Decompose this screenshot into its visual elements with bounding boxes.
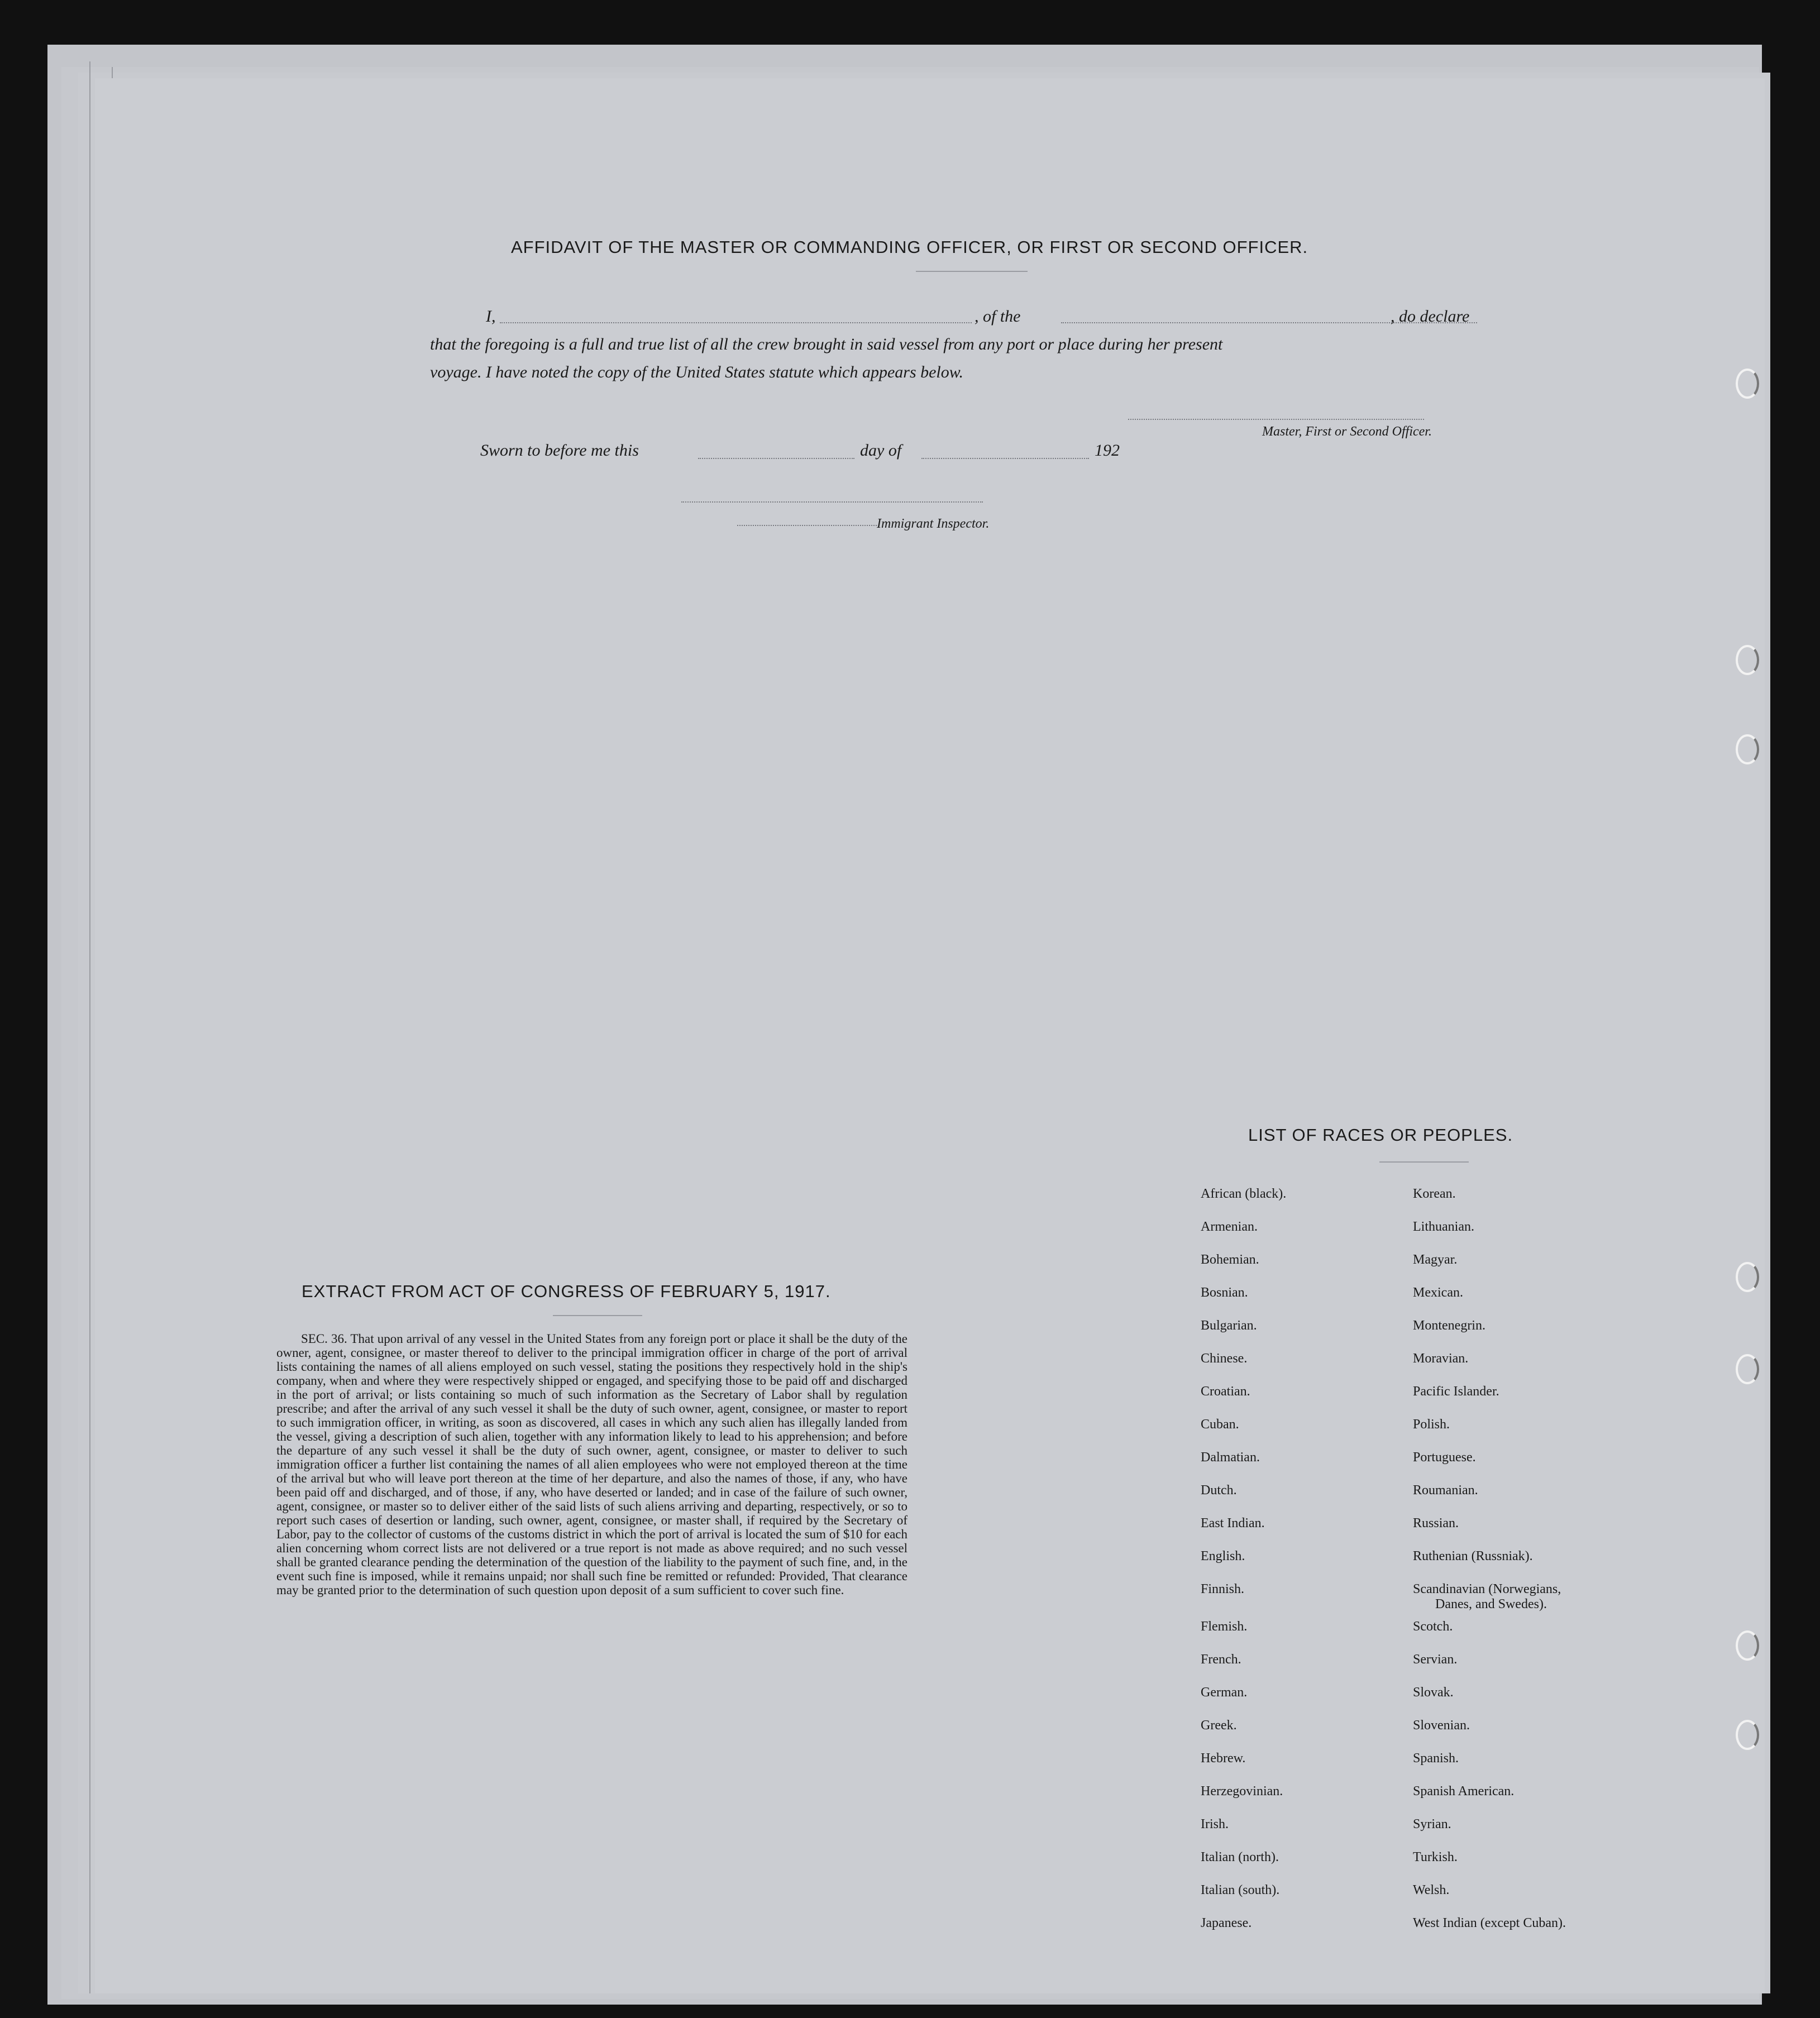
race-item: Korean. <box>1413 1187 1456 1201</box>
race-item: Irish. <box>1201 1817 1229 1831</box>
race-item: Magyar. <box>1413 1252 1458 1267</box>
race-item: Spanish. <box>1413 1751 1459 1766</box>
race-item: Mexican. <box>1413 1285 1463 1300</box>
race-item: Scotch. <box>1413 1619 1453 1634</box>
of-the-label: , of the <box>975 307 1021 326</box>
race-item: Syrian. <box>1413 1817 1451 1831</box>
punch-hole <box>1736 1354 1759 1384</box>
race-item: Slovak. <box>1413 1685 1454 1700</box>
punch-hole <box>1736 1720 1759 1750</box>
race-item: African (black). <box>1201 1187 1287 1201</box>
race-item: Italian (north). <box>1201 1850 1279 1864</box>
race-item: East Indian. <box>1201 1516 1265 1531</box>
race-item: Portuguese. <box>1413 1450 1476 1465</box>
extract-text: SEC. 36. That upon arrival of any vessel in the United States from any foreign port or place it shall be the duty of the owner, agent, consignee, or master thereof to deliver to the principal immigration officer in charge of the port of arrival lists containing the names of all aliens employed on such vessel, stating the positions they respectively hold in the ship's company, when and where they were respectively shipped or engaged, and specifying those to be paid off and discharged in the port of arrival; or lists containing so much of such information as the Secretary of Labor shall by regulation prescribe; and after the arrival of any such vessel it shall be the duty of such owner, agent, consignee, or master to report to such immigration officer, in writing, as soon as discovered, all cases in which any such alien has illegally landed from the vessel, giving a description of such alien, together with any information likely to lead to his apprehension; and before the departure of any such vessel it shall be the duty of such owner, agent, consignee, or master to deliver to such immigration officer a further list containing the names of all alien employees who were not employed thereon at the time of the arrival but who will leave port thereon at the time of her departure, and also the names of those, if any, who have been paid off and discharged, and of those, if any, who have deserted or landed; and in case of the failure of such owner, agent, consignee, or master so to deliver either of the said lists of such aliens arriving and departing, respectively, or so to report such cases of desertion or landing, such owner, agent, consignee, or master shall, if required by the Secretary of Labor, pay to the collector of customs of the customs district in which the port of arrival is located the sum of $10 for each alien concerning whom correct lists are not delivered or a true report is not made as above required; and no such vessel shall be granted clearance pending the determination of the question of the liability to the payment of such fine, and, in the event such fine is imposed, while it remains unpaid; nor shall such fine be remitted or refunded: Provided, That clearance may be granted prior to the determination of such question upon deposit of a sum sufficient to cover such fine. <box>276 1332 907 1597</box>
master-label: Master, First or Second Officer. <box>1262 424 1432 439</box>
month-field[interactable] <box>921 458 1089 459</box>
race-item: Bohemian. <box>1201 1252 1259 1267</box>
i-label: I, <box>486 307 496 326</box>
race-item: Roumanian. <box>1413 1483 1478 1498</box>
divider <box>916 271 1028 272</box>
inspector-signature-field[interactable] <box>681 501 983 503</box>
sworn-label: Sworn to before me this <box>480 441 639 460</box>
affidavit-line-2: that the foregoing is a full and true list of all the crew brought in said vessel from any port or place during her present <box>430 335 1223 353</box>
punch-hole <box>1736 1262 1759 1292</box>
race-item: Russian. <box>1413 1516 1459 1531</box>
race-item: English. <box>1201 1549 1245 1563</box>
race-item: Bosnian. <box>1201 1285 1248 1300</box>
punch-hole <box>1736 1630 1759 1661</box>
race-item: Scandinavian (Norwegians, <box>1413 1582 1561 1596</box>
race-item: Italian (south). <box>1201 1883 1280 1897</box>
race-item: Herzegovinian. <box>1201 1784 1283 1799</box>
race-item: Turkish. <box>1413 1850 1458 1864</box>
affidavit-title: AFFIDAVIT OF THE MASTER OR COMMANDING OFFICER, OR FIRST OR SECOND OFFICER. <box>511 237 1308 257</box>
punch-hole <box>1736 369 1759 399</box>
race-item: Servian. <box>1413 1652 1458 1667</box>
race-item: Moravian. <box>1413 1351 1469 1366</box>
races-title: LIST OF RACES OR PEOPLES. <box>1248 1125 1513 1145</box>
race-item: Flemish. <box>1201 1619 1248 1634</box>
extract-title: EXTRACT FROM ACT OF CONGRESS OF FEBRUARY 5, 1917. <box>302 1281 831 1301</box>
punch-hole <box>1736 645 1759 675</box>
race-item: Finnish. <box>1201 1582 1245 1596</box>
race-item: Dalmatian. <box>1201 1450 1260 1465</box>
race-item: Croatian. <box>1201 1384 1250 1399</box>
race-item: Polish. <box>1413 1417 1450 1432</box>
race-item: Bulgarian. <box>1201 1318 1257 1333</box>
day-of-label: day of <box>860 441 902 460</box>
affidavit-line-3: voyage. I have noted the copy of the United States statute which appears below. <box>430 363 964 381</box>
race-item-continued: Danes, and Swedes). <box>1435 1597 1547 1611</box>
race-item: Montenegrin. <box>1413 1318 1485 1333</box>
year-label: 192 <box>1095 441 1120 460</box>
race-item: Dutch. <box>1201 1483 1237 1498</box>
race-item: Welsh. <box>1413 1883 1450 1897</box>
form-page <box>95 78 1765 1993</box>
race-item: Pacific Islander. <box>1413 1384 1499 1399</box>
signature-field[interactable] <box>1128 419 1424 420</box>
inspector-label: Immigrant Inspector. <box>877 517 990 531</box>
race-item: Cuban. <box>1201 1417 1239 1432</box>
race-item: Ruthenian (Russniak). <box>1413 1549 1533 1563</box>
divider <box>1379 1161 1469 1163</box>
race-item: Hebrew. <box>1201 1751 1246 1766</box>
day-field[interactable] <box>698 458 854 459</box>
race-item: Greek. <box>1201 1718 1237 1733</box>
race-item: French. <box>1201 1652 1241 1667</box>
race-item: Japanese. <box>1201 1916 1252 1930</box>
inspector-line <box>737 525 877 526</box>
race-item: Armenian. <box>1201 1220 1258 1234</box>
punch-hole <box>1736 734 1759 764</box>
sheet-edge <box>89 61 90 1993</box>
race-item: Chinese. <box>1201 1351 1248 1366</box>
name-field[interactable] <box>500 322 972 323</box>
do-declare-label: , do declare <box>1391 307 1470 326</box>
race-item: Slovenian. <box>1413 1718 1470 1733</box>
divider <box>553 1315 642 1316</box>
race-item: Spanish American. <box>1413 1784 1515 1799</box>
race-item: Lithuanian. <box>1413 1220 1474 1234</box>
race-item: West Indian (except Cuban). <box>1413 1916 1566 1930</box>
race-item: German. <box>1201 1685 1248 1700</box>
